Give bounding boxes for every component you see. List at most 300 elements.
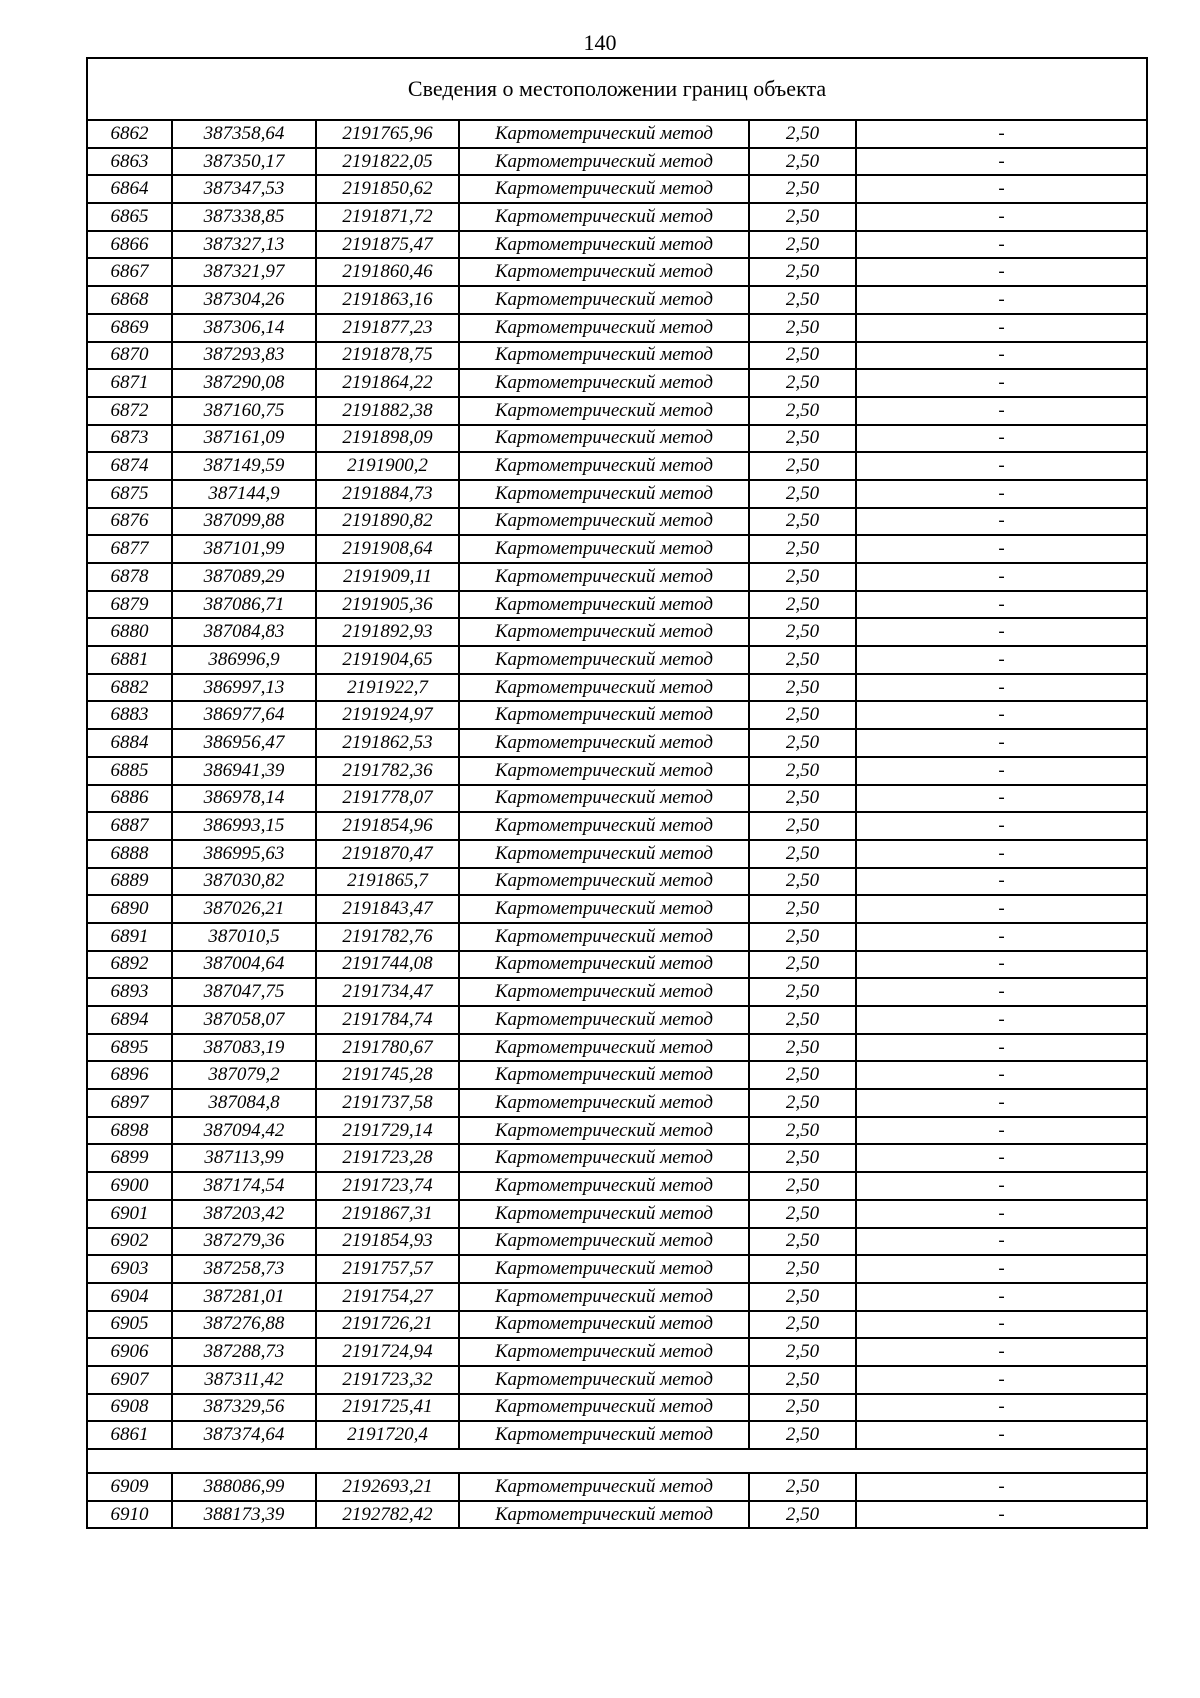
cell-description: - — [856, 397, 1147, 425]
cell-method: Картометрический метод — [459, 286, 749, 314]
cell-method: Картометрический метод — [459, 785, 749, 813]
table-row — [87, 618, 1147, 646]
cell-x-coordinate: 387058,07 — [172, 1006, 316, 1034]
cell-y-coordinate: 2191863,16 — [316, 286, 459, 314]
cell-y-coordinate: 2191877,23 — [316, 314, 459, 342]
cell-x-coordinate: 386956,47 — [172, 729, 316, 757]
cell-description: - — [856, 314, 1147, 342]
cell-accuracy: 2,50 — [749, 785, 856, 813]
cell-method: Картометрический метод — [459, 729, 749, 757]
cell-description: - — [856, 840, 1147, 868]
cell-description: - — [856, 1061, 1147, 1089]
cell-description: - — [856, 1172, 1147, 1200]
cell-point-number: 6888 — [87, 840, 172, 868]
cell-description: - — [856, 148, 1147, 176]
cell-x-coordinate: 387084,8 — [172, 1089, 316, 1117]
table-title: Сведения о местоположении границ объекта — [87, 58, 1147, 120]
cell-description: - — [856, 535, 1147, 563]
cell-x-coordinate: 387026,21 — [172, 895, 316, 923]
cell-accuracy: 2,50 — [749, 1200, 856, 1228]
cell-y-coordinate: 2191737,58 — [316, 1089, 459, 1117]
cell-description: - — [856, 674, 1147, 702]
cell-method: Картометрический метод — [459, 342, 749, 370]
cell-method: Картометрический метод — [459, 757, 749, 785]
cell-method: Картометрический метод — [459, 1172, 749, 1200]
table-row — [87, 674, 1147, 702]
cell-point-number: 6881 — [87, 646, 172, 674]
cell-method: Картометрический метод — [459, 120, 749, 148]
table-row — [87, 1501, 1147, 1529]
cell-method: Картометрический метод — [459, 369, 749, 397]
cell-point-number: 6878 — [87, 563, 172, 591]
table-row — [87, 1061, 1147, 1089]
cell-description: - — [856, 342, 1147, 370]
cell-description: - — [856, 369, 1147, 397]
cell-accuracy: 2,50 — [749, 563, 856, 591]
cell-x-coordinate: 387083,19 — [172, 1034, 316, 1062]
cell-description: - — [856, 701, 1147, 729]
table-row — [87, 397, 1147, 425]
cell-accuracy: 2,50 — [749, 591, 856, 619]
cell-point-number: 6898 — [87, 1117, 172, 1145]
cell-x-coordinate: 387144,9 — [172, 480, 316, 508]
cell-x-coordinate: 387338,85 — [172, 203, 316, 231]
cell-point-number: 6884 — [87, 729, 172, 757]
cell-method: Картометрический метод — [459, 1366, 749, 1394]
cell-accuracy: 2,50 — [749, 535, 856, 563]
table-row — [87, 563, 1147, 591]
table-row — [87, 258, 1147, 286]
cell-description: - — [856, 1117, 1147, 1145]
cell-x-coordinate: 387149,59 — [172, 452, 316, 480]
cell-x-coordinate: 387084,83 — [172, 618, 316, 646]
cell-description: - — [856, 175, 1147, 203]
cell-description: - — [856, 1366, 1147, 1394]
cell-description: - — [856, 425, 1147, 453]
cell-description: - — [856, 951, 1147, 979]
table-row — [87, 895, 1147, 923]
cell-x-coordinate: 386995,63 — [172, 840, 316, 868]
cell-accuracy: 2,50 — [749, 1394, 856, 1422]
cell-point-number: 6868 — [87, 286, 172, 314]
cell-accuracy: 2,50 — [749, 1473, 856, 1501]
cell-x-coordinate: 387203,42 — [172, 1200, 316, 1228]
cell-point-number: 6863 — [87, 148, 172, 176]
table-row — [87, 951, 1147, 979]
boundary-coordinates-table — [86, 57, 1148, 1529]
cell-x-coordinate: 387010,5 — [172, 923, 316, 951]
table-row — [87, 923, 1147, 951]
cell-y-coordinate: 2191865,7 — [316, 868, 459, 896]
cell-accuracy: 2,50 — [749, 729, 856, 757]
cell-y-coordinate: 2191782,76 — [316, 923, 459, 951]
cell-x-coordinate: 387047,75 — [172, 978, 316, 1006]
cell-description: - — [856, 868, 1147, 896]
cell-y-coordinate: 2191862,53 — [316, 729, 459, 757]
cell-y-coordinate: 2191822,05 — [316, 148, 459, 176]
cell-description: - — [856, 1421, 1147, 1449]
cell-method: Картометрический метод — [459, 1473, 749, 1501]
cell-x-coordinate: 387089,29 — [172, 563, 316, 591]
cell-description: - — [856, 1228, 1147, 1256]
cell-description: - — [856, 203, 1147, 231]
cell-accuracy: 2,50 — [749, 258, 856, 286]
table-row — [87, 646, 1147, 674]
cell-x-coordinate: 387321,97 — [172, 258, 316, 286]
boundary-table-container — [86, 57, 1146, 1529]
cell-y-coordinate: 2191780,67 — [316, 1034, 459, 1062]
table-row — [87, 1006, 1147, 1034]
cell-description: - — [856, 923, 1147, 951]
cell-x-coordinate: 387304,26 — [172, 286, 316, 314]
cell-method: Картометрический метод — [459, 148, 749, 176]
cell-description: - — [856, 646, 1147, 674]
cell-accuracy: 2,50 — [749, 1283, 856, 1311]
cell-point-number: 6901 — [87, 1200, 172, 1228]
cell-x-coordinate: 387101,99 — [172, 535, 316, 563]
cell-method: Картометрический метод — [459, 701, 749, 729]
cell-accuracy: 2,50 — [749, 1501, 856, 1529]
cell-y-coordinate: 2191744,08 — [316, 951, 459, 979]
cell-y-coordinate: 2191729,14 — [316, 1117, 459, 1145]
cell-x-coordinate: 387079,2 — [172, 1061, 316, 1089]
cell-accuracy: 2,50 — [749, 618, 856, 646]
cell-x-coordinate: 387281,01 — [172, 1283, 316, 1311]
cell-point-number: 6897 — [87, 1089, 172, 1117]
cell-x-coordinate: 387160,75 — [172, 397, 316, 425]
cell-x-coordinate: 387094,42 — [172, 1117, 316, 1145]
cell-y-coordinate: 2191745,28 — [316, 1061, 459, 1089]
table-separator-row — [87, 1449, 1147, 1473]
cell-method: Картометрический метод — [459, 618, 749, 646]
table-row — [87, 591, 1147, 619]
cell-description: - — [856, 785, 1147, 813]
cell-accuracy: 2,50 — [749, 508, 856, 536]
cell-point-number: 6883 — [87, 701, 172, 729]
cell-point-number: 6866 — [87, 231, 172, 259]
cell-description: - — [856, 286, 1147, 314]
cell-x-coordinate: 387329,56 — [172, 1394, 316, 1422]
cell-description: - — [856, 591, 1147, 619]
cell-accuracy: 2,50 — [749, 646, 856, 674]
table-row — [87, 1338, 1147, 1366]
cell-accuracy: 2,50 — [749, 1172, 856, 1200]
cell-description: - — [856, 757, 1147, 785]
cell-method: Картометрический метод — [459, 1421, 749, 1449]
cell-accuracy: 2,50 — [749, 1421, 856, 1449]
table-row — [87, 1228, 1147, 1256]
table-row — [87, 1089, 1147, 1117]
table-row — [87, 342, 1147, 370]
cell-method: Картометрический метод — [459, 1089, 749, 1117]
cell-description: - — [856, 508, 1147, 536]
cell-point-number: 6895 — [87, 1034, 172, 1062]
cell-accuracy: 2,50 — [749, 757, 856, 785]
table-row — [87, 868, 1147, 896]
cell-y-coordinate: 2191905,36 — [316, 591, 459, 619]
cell-y-coordinate: 2192693,21 — [316, 1473, 459, 1501]
cell-accuracy: 2,50 — [749, 812, 856, 840]
cell-y-coordinate: 2191720,4 — [316, 1421, 459, 1449]
cell-method: Картометрический метод — [459, 1228, 749, 1256]
table-row — [87, 452, 1147, 480]
cell-y-coordinate: 2191890,82 — [316, 508, 459, 536]
table-row — [87, 1421, 1147, 1449]
table-row — [87, 729, 1147, 757]
cell-point-number: 6892 — [87, 951, 172, 979]
cell-y-coordinate: 2191724,94 — [316, 1338, 459, 1366]
cell-method: Картометрический метод — [459, 895, 749, 923]
table-row — [87, 175, 1147, 203]
cell-x-coordinate: 387327,13 — [172, 231, 316, 259]
cell-x-coordinate: 387350,17 — [172, 148, 316, 176]
cell-y-coordinate: 2191871,72 — [316, 203, 459, 231]
table-row — [87, 1311, 1147, 1339]
cell-accuracy: 2,50 — [749, 895, 856, 923]
table-row — [87, 812, 1147, 840]
cell-point-number: 6867 — [87, 258, 172, 286]
table-row — [87, 1034, 1147, 1062]
cell-y-coordinate: 2191757,57 — [316, 1255, 459, 1283]
cell-point-number: 6896 — [87, 1061, 172, 1089]
table-row — [87, 1144, 1147, 1172]
cell-y-coordinate: 2191860,46 — [316, 258, 459, 286]
cell-y-coordinate: 2191864,22 — [316, 369, 459, 397]
cell-x-coordinate: 387030,82 — [172, 868, 316, 896]
cell-method: Картометрический метод — [459, 1501, 749, 1529]
cell-point-number: 6909 — [87, 1473, 172, 1501]
cell-description: - — [856, 480, 1147, 508]
cell-x-coordinate: 387311,42 — [172, 1366, 316, 1394]
cell-method: Картометрический метод — [459, 231, 749, 259]
cell-y-coordinate: 2191867,31 — [316, 1200, 459, 1228]
cell-x-coordinate: 387258,73 — [172, 1255, 316, 1283]
cell-description: - — [856, 452, 1147, 480]
cell-point-number: 6874 — [87, 452, 172, 480]
cell-accuracy: 2,50 — [749, 951, 856, 979]
cell-accuracy: 2,50 — [749, 1338, 856, 1366]
cell-y-coordinate: 2191898,09 — [316, 425, 459, 453]
cell-y-coordinate: 2191870,47 — [316, 840, 459, 868]
cell-accuracy: 2,50 — [749, 120, 856, 148]
cell-y-coordinate: 2191725,41 — [316, 1394, 459, 1422]
cell-y-coordinate: 2191765,96 — [316, 120, 459, 148]
cell-method: Картометрический метод — [459, 563, 749, 591]
table-row — [87, 480, 1147, 508]
cell-y-coordinate: 2192782,42 — [316, 1501, 459, 1529]
cell-y-coordinate: 2191924,97 — [316, 701, 459, 729]
cell-x-coordinate: 386978,14 — [172, 785, 316, 813]
cell-method: Картометрический метод — [459, 1394, 749, 1422]
cell-description: - — [856, 1089, 1147, 1117]
cell-accuracy: 2,50 — [749, 1255, 856, 1283]
cell-accuracy: 2,50 — [749, 1228, 856, 1256]
cell-accuracy: 2,50 — [749, 1061, 856, 1089]
cell-method: Картометрический метод — [459, 1200, 749, 1228]
cell-point-number: 6893 — [87, 978, 172, 1006]
separator-cell — [87, 1449, 1147, 1473]
cell-x-coordinate: 387276,88 — [172, 1311, 316, 1339]
cell-x-coordinate: 387290,08 — [172, 369, 316, 397]
cell-method: Картометрический метод — [459, 951, 749, 979]
cell-description: - — [856, 1501, 1147, 1529]
cell-point-number: 6906 — [87, 1338, 172, 1366]
table-row — [87, 1255, 1147, 1283]
cell-x-coordinate: 387279,36 — [172, 1228, 316, 1256]
table-row — [87, 425, 1147, 453]
table-row — [87, 1117, 1147, 1145]
cell-y-coordinate: 2191723,74 — [316, 1172, 459, 1200]
cell-y-coordinate: 2191922,7 — [316, 674, 459, 702]
cell-y-coordinate: 2191778,07 — [316, 785, 459, 813]
cell-x-coordinate: 387174,54 — [172, 1172, 316, 1200]
cell-method: Картометрический метод — [459, 1006, 749, 1034]
cell-point-number: 6875 — [87, 480, 172, 508]
cell-method: Картометрический метод — [459, 203, 749, 231]
cell-x-coordinate: 387161,09 — [172, 425, 316, 453]
cell-accuracy: 2,50 — [749, 1034, 856, 1062]
cell-point-number: 6882 — [87, 674, 172, 702]
cell-point-number: 6865 — [87, 203, 172, 231]
cell-description: - — [856, 1200, 1147, 1228]
cell-x-coordinate: 387099,88 — [172, 508, 316, 536]
page-number: 140 — [583, 30, 617, 55]
cell-point-number: 6886 — [87, 785, 172, 813]
cell-accuracy: 2,50 — [749, 840, 856, 868]
cell-method: Картометрический метод — [459, 1338, 749, 1366]
cell-point-number: 6879 — [87, 591, 172, 619]
cell-method: Картометрический метод — [459, 923, 749, 951]
cell-point-number: 6890 — [87, 895, 172, 923]
cell-point-number: 6903 — [87, 1255, 172, 1283]
cell-method: Картометрический метод — [459, 535, 749, 563]
cell-y-coordinate: 2191884,73 — [316, 480, 459, 508]
cell-description: - — [856, 729, 1147, 757]
cell-method: Картометрический метод — [459, 1144, 749, 1172]
cell-point-number: 6894 — [87, 1006, 172, 1034]
cell-accuracy: 2,50 — [749, 1366, 856, 1394]
cell-point-number: 6907 — [87, 1366, 172, 1394]
cell-accuracy: 2,50 — [749, 231, 856, 259]
cell-x-coordinate: 387306,14 — [172, 314, 316, 342]
cell-description: - — [856, 1283, 1147, 1311]
cell-description: - — [856, 812, 1147, 840]
cell-description: - — [856, 1034, 1147, 1062]
cell-y-coordinate: 2191734,47 — [316, 978, 459, 1006]
cell-point-number: 6904 — [87, 1283, 172, 1311]
cell-y-coordinate: 2191900,2 — [316, 452, 459, 480]
cell-x-coordinate: 386993,15 — [172, 812, 316, 840]
cell-accuracy: 2,50 — [749, 674, 856, 702]
cell-y-coordinate: 2191908,64 — [316, 535, 459, 563]
cell-method: Картометрический метод — [459, 480, 749, 508]
cell-point-number: 6871 — [87, 369, 172, 397]
cell-x-coordinate: 387288,73 — [172, 1338, 316, 1366]
table-row — [87, 701, 1147, 729]
cell-y-coordinate: 2191850,62 — [316, 175, 459, 203]
cell-description: - — [856, 1255, 1147, 1283]
cell-y-coordinate: 2191854,93 — [316, 1228, 459, 1256]
cell-point-number: 6900 — [87, 1172, 172, 1200]
cell-point-number: 6869 — [87, 314, 172, 342]
table-row — [87, 148, 1147, 176]
table-row — [87, 231, 1147, 259]
cell-accuracy: 2,50 — [749, 175, 856, 203]
table-body — [87, 58, 1147, 1528]
cell-y-coordinate: 2191754,27 — [316, 1283, 459, 1311]
cell-point-number: 6880 — [87, 618, 172, 646]
cell-method: Картометрический метод — [459, 1283, 749, 1311]
cell-accuracy: 2,50 — [749, 369, 856, 397]
table-row — [87, 757, 1147, 785]
cell-method: Картометрический метод — [459, 508, 749, 536]
table-row — [87, 286, 1147, 314]
table-row — [87, 369, 1147, 397]
cell-y-coordinate: 2191782,36 — [316, 757, 459, 785]
table-row — [87, 978, 1147, 1006]
table-row — [87, 1366, 1147, 1394]
cell-point-number: 6862 — [87, 120, 172, 148]
cell-method: Картометрический метод — [459, 314, 749, 342]
cell-method: Картометрический метод — [459, 978, 749, 1006]
cell-description: - — [856, 258, 1147, 286]
cell-x-coordinate: 387347,53 — [172, 175, 316, 203]
cell-description: - — [856, 895, 1147, 923]
cell-point-number: 6872 — [87, 397, 172, 425]
cell-point-number: 6902 — [87, 1228, 172, 1256]
cell-method: Картометрический метод — [459, 674, 749, 702]
cell-method: Картометрический метод — [459, 646, 749, 674]
cell-y-coordinate: 2191882,38 — [316, 397, 459, 425]
cell-point-number: 6873 — [87, 425, 172, 453]
cell-method: Картометрический метод — [459, 1117, 749, 1145]
cell-description: - — [856, 1394, 1147, 1422]
cell-x-coordinate: 387293,83 — [172, 342, 316, 370]
cell-x-coordinate: 387086,71 — [172, 591, 316, 619]
cell-x-coordinate: 388173,39 — [172, 1501, 316, 1529]
cell-method: Картометрический метод — [459, 175, 749, 203]
cell-accuracy: 2,50 — [749, 1006, 856, 1034]
table-row — [87, 1473, 1147, 1501]
cell-x-coordinate: 388086,99 — [172, 1473, 316, 1501]
cell-description: - — [856, 231, 1147, 259]
table-row — [87, 1172, 1147, 1200]
cell-accuracy: 2,50 — [749, 203, 856, 231]
table-row — [87, 535, 1147, 563]
cell-description: - — [856, 563, 1147, 591]
cell-point-number: 6864 — [87, 175, 172, 203]
cell-x-coordinate: 387004,64 — [172, 951, 316, 979]
cell-y-coordinate: 2191784,74 — [316, 1006, 459, 1034]
cell-method: Картометрический метод — [459, 868, 749, 896]
table-row — [87, 1283, 1147, 1311]
cell-accuracy: 2,50 — [749, 342, 856, 370]
cell-accuracy: 2,50 — [749, 425, 856, 453]
cell-method: Картометрический метод — [459, 1311, 749, 1339]
cell-accuracy: 2,50 — [749, 978, 856, 1006]
cell-x-coordinate: 386997,13 — [172, 674, 316, 702]
cell-description: - — [856, 978, 1147, 1006]
cell-description: - — [856, 1473, 1147, 1501]
cell-accuracy: 2,50 — [749, 148, 856, 176]
cell-point-number: 6870 — [87, 342, 172, 370]
cell-x-coordinate: 386996,9 — [172, 646, 316, 674]
cell-y-coordinate: 2191723,28 — [316, 1144, 459, 1172]
cell-method: Картометрический метод — [459, 452, 749, 480]
cell-y-coordinate: 2191878,75 — [316, 342, 459, 370]
cell-y-coordinate: 2191726,21 — [316, 1311, 459, 1339]
cell-point-number: 6861 — [87, 1421, 172, 1449]
